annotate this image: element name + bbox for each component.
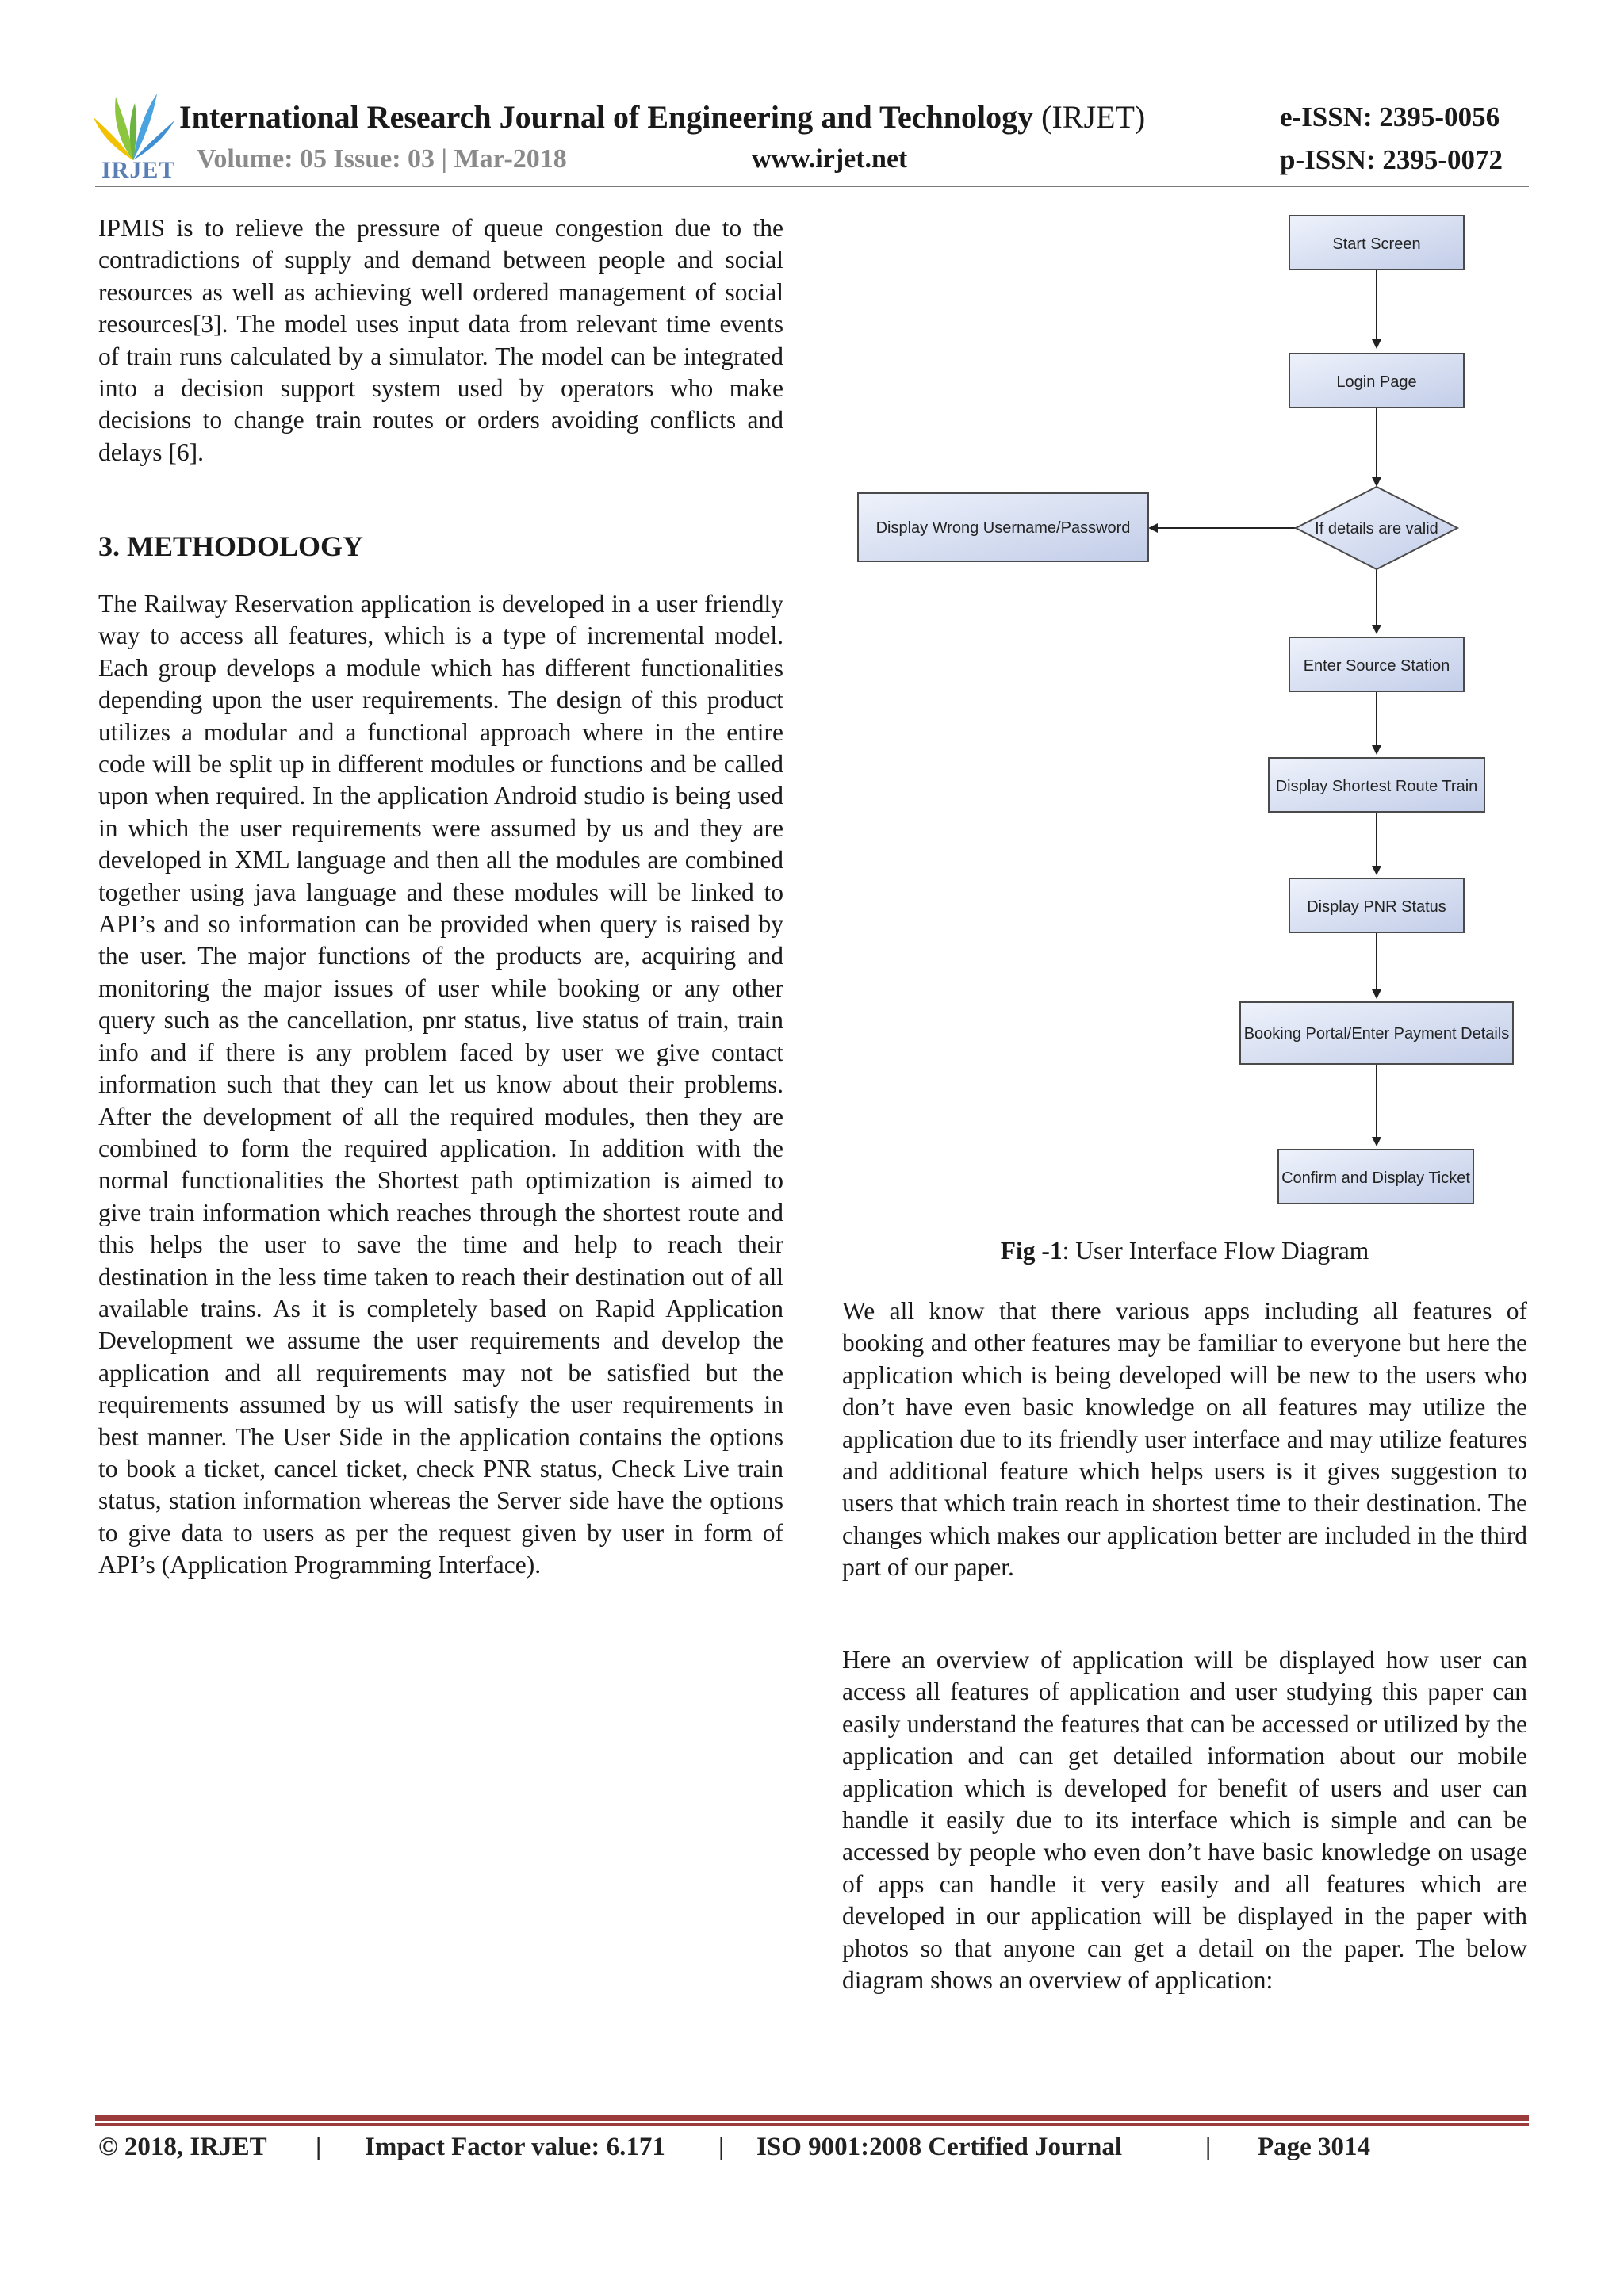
node-login-label: Login Page xyxy=(1336,373,1417,391)
footer-separator: | xyxy=(718,2133,725,2161)
footer-rule-thin xyxy=(95,2123,1529,2126)
pissn: p-ISSN: 2395-0072 xyxy=(1280,144,1503,175)
node-confirm-label: Confirm and Display Ticket xyxy=(1281,1169,1470,1187)
node-pnr-status xyxy=(1289,878,1464,932)
figure-caption-text: : User Interface Flow Diagram xyxy=(1062,1237,1369,1265)
node-decision-label: If details are valid xyxy=(1315,520,1438,538)
node-confirm-ticket xyxy=(1278,1150,1473,1203)
footer-separator: | xyxy=(316,2133,322,2161)
node-booking-label: Booking Portal/Enter Payment Details xyxy=(1243,1025,1510,1043)
footer-iso: ISO 9001:2008 Certified Journal xyxy=(756,2133,1123,2161)
eissn: e-ISSN: 2395-0056 xyxy=(1280,101,1500,132)
footer-impact-factor: Impact Factor value: 6.171 xyxy=(365,2133,665,2161)
figure-label: Fig -1 xyxy=(1000,1237,1063,1265)
figure-caption xyxy=(842,1237,1527,1265)
node-pnr-label: Display PNR Status xyxy=(1307,898,1446,916)
node-route-label: Display Shortest Route Train xyxy=(1275,778,1478,795)
footer-page-number: Page 3014 xyxy=(1258,2133,1371,2161)
right-paragraph-2: Here an overview of application will be displayed how user can access all features of application and user studying this paper can easily understand the features that can be accessed or utilized by the application and can get detailed information about our mobile application which is developed for benefit of users and user can handle it easily due to its interface which is simple and can be accessed by people who even don’t have basic knowledge on usage of apps can handle it very easily and all features which are developed in our application will be displayed in the paper with photos so that anyone can get a detail on the paper. The below diagram shows an overview of application: xyxy=(842,1646,1527,1995)
journal-name: International Research Journal of Engineering and Technology xyxy=(179,99,1034,135)
flow-diagram xyxy=(841,206,1527,1205)
node-source-label: Enter Source Station xyxy=(1303,657,1450,675)
logo-text: IRJET xyxy=(102,157,176,183)
node-decision-valid xyxy=(1296,487,1457,569)
volume-issue: Volume: 05 Issue: 03 | Mar-2018 xyxy=(197,144,567,174)
node-start-screen xyxy=(1289,216,1464,270)
node-wrong-label: Display Wrong Username/Password xyxy=(875,519,1131,537)
footer-separator: | xyxy=(1205,2133,1212,2161)
node-booking-portal xyxy=(1240,1002,1513,1064)
header-divider xyxy=(95,186,1529,187)
node-start-label: Start Screen xyxy=(1332,235,1421,253)
footer-copyright: © 2018, IRJET xyxy=(98,2133,267,2161)
right-paragraph-1: We all know that there various apps including all features of booking and other features may be familiar to everyone but here the application which is being developed will be new to the users who don’t have even basic knowledge on all features may utilize the application due to its friendly user interface and may utilize features and additional feature which helps users is it gives suggestion to users that which train reach in shortest time to their destination. The changes which makes our application better are included in the third part of our paper. xyxy=(842,1297,1527,1582)
node-wrong-credentials xyxy=(858,493,1148,561)
section-heading: 3. METHODOLOGY xyxy=(98,530,364,562)
journal-title xyxy=(179,98,1145,136)
methodology-paragraph: The Railway Reservation application is developed in a user friendly way to access all features, which is a type of incremental model. Each group develops a module which has different functionalities depending upon the user requirements. The design of this product utilizes a modular and a functional approach where in the entire code will be split up in different modules or functions and be called upon when required. In the application Android studio is being used in which the user requirements were assumed by us and they are developed in XML language and then all the modules are combined together using java language and these modules will be linked to API’s and so information can be provided when query is raised by the user. The major functions of the products are, acquiring and monitoring the major issues of user while booking or any other query such as the cancellation, pnr status, live status of train, train info and if there is any problem faced by user we give contact information such that they can let us know about their problems. After the development of all the required modules, then they are combined to form the required application. In addition with the normal functionalities the Shortest path optimization is aimed to give train information which reaches through the shortest route and this helps the user to save the time and help to reach their destination in the less time taken to reach their destination out of all available trains. As it is completely based on Rapid Application Development we assume the user requirements and develop the application and all requirements may not be satisfied but the requirements assumed by us will satisfy the user requirements in best manner. The User Side in the application contains the options to book a ticket, cancel ticket, check PNR status, Check Live train status, station information whereas the Server side have the options to give data to users as per the request given by user in form of API’s (Application Programming Interface). xyxy=(98,590,783,1579)
node-login-page xyxy=(1289,354,1464,408)
journal-website: www.irjet.net xyxy=(752,144,908,174)
node-shortest-route xyxy=(1269,758,1484,812)
journal-abbreviation: (IRJET) xyxy=(1041,99,1146,135)
intro-paragraph: IPMIS is to relieve the pressure of queue congestion due to the contradictions of supply and demand between people and social resources as well as achieving well ordered management of social resources[3]. The model uses input data from relevant time events of train runs calculated by a simulator. The model can be integrated into a decision support system used by operators who make decisions to change train routes or orders avoiding conflicts and delays [6]. xyxy=(98,214,783,466)
node-source-station xyxy=(1289,637,1464,691)
footer-rule-thick xyxy=(95,2115,1529,2121)
